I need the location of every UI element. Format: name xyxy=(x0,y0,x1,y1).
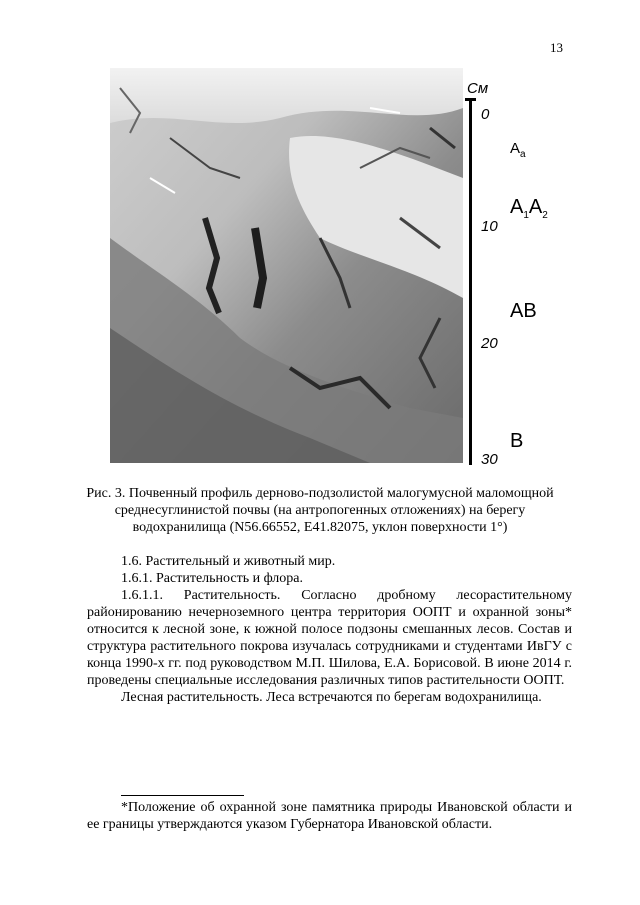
tick-label-10: 10 xyxy=(481,218,498,235)
scale-unit: См xyxy=(467,80,489,97)
horizon-label-a1a2: $A_1A_2$ xyxy=(510,196,548,221)
tick-label-0: 0 xyxy=(481,106,490,123)
horizon-label-b: B xyxy=(510,430,524,452)
horizon-label-aa: $A_a$ xyxy=(510,140,526,160)
footnote-text: *Положение об охранной зоне памятника природы Ивановской области и ее границы утверждаются указом Губернатора Ивановской области. xyxy=(87,800,572,832)
tick-label-30: 30 xyxy=(481,451,498,468)
forest-paragraph: Лесная растительность. Леса встречаются по берегам водохранилища. xyxy=(121,690,542,705)
body-text xyxy=(87,553,572,706)
horizon-label-ab: AB xyxy=(510,300,537,322)
soil-profile-photo xyxy=(110,68,463,463)
footnote-separator xyxy=(121,795,244,796)
section-heading: 1.6. Растительный и животный мир. xyxy=(121,554,336,569)
tick-label-20: 20 xyxy=(481,335,498,352)
depth-scale xyxy=(463,68,573,468)
figure-caption: Рис. 3. Почвенный профиль дерново-подзолистой малогумусной маломощной среднесуглинистой почвы (на антропогенных отложениях) на берегу водохранилища (N56.66552, E41.82075, уклон поверхности 1°) xyxy=(86,486,554,535)
page-number: 13 xyxy=(550,40,563,55)
subsection-heading: 1.6.1. Растительность и флора. xyxy=(121,571,303,586)
footnote xyxy=(87,799,572,833)
scale-bar xyxy=(469,100,472,465)
vegetation-paragraph: 1.6.1.1. Растительность. Согласно дробному лесорастительному районированию нечерноземного центра территория ООПТ и охранной зоны* относится к лесной зоне, к южной полосе подзоны смешанных лесов. Состав и структура растительного покрова изучалась сотрудниками и студентами ИвГУ с конца 1990-х гг. под руководством М.П. Шилова, Е.А. Борисовой. В июне 2014 г. проведены специальные исследования различных типов растительности ООПТ. xyxy=(87,588,572,688)
